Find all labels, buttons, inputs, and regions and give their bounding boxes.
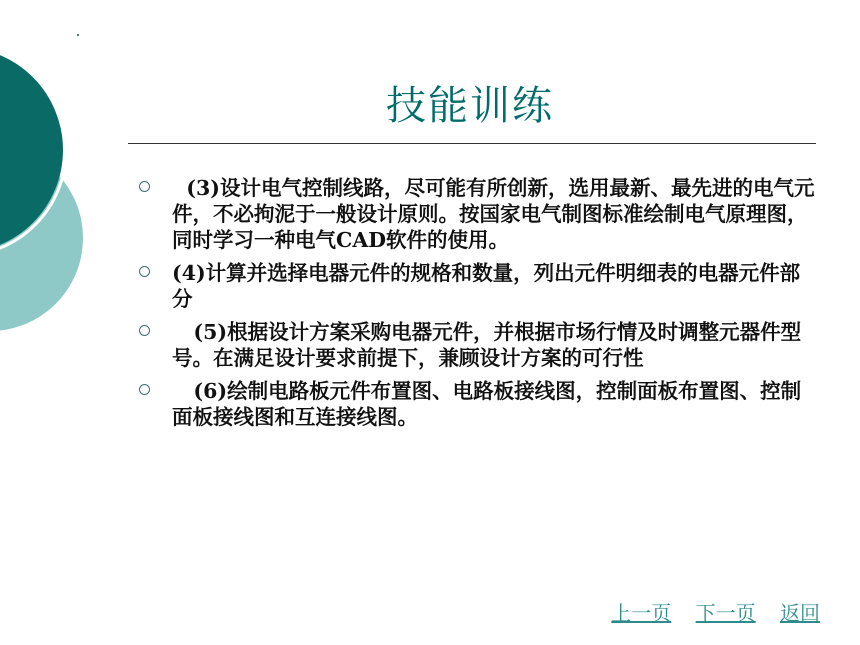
list-item (135, 319, 815, 371)
circle-bullet-icon (139, 384, 150, 395)
circle-bullet-icon (139, 181, 150, 192)
list-item-text: (3)设计电气控制线路，尽可能有所创新，选用最新、最先进的电气元件，不必拘泥于一般设计原则。按国家电气制图标准绘制电气原理图，同时学习一种电气CAD软件的使用。 (172, 176, 815, 252)
list-item-text: (4)计算并选择电器元件的规格和数量，列出元件明细表的电器元件部分 (172, 261, 801, 311)
title-divider (128, 143, 816, 144)
list-item (135, 378, 815, 430)
list-item-text: (5)根据设计方案采购电器元件，并根据市场行情及时调整元器件型号。在满足设计要求前提下，兼顾设计方案的可行性 (172, 320, 802, 370)
next-page-link[interactable]: 下一页 (695, 601, 756, 625)
circle-bullet-icon (139, 266, 150, 277)
slide-navigation (593, 597, 820, 626)
bullet-list (135, 175, 815, 437)
list-item (135, 175, 815, 253)
list-item (135, 260, 815, 312)
slide-title: 技能训练 (386, 83, 554, 129)
circle-bullet-icon (139, 325, 150, 336)
list-item-text: (6)绘制电路板元件布置图、电路板接线图，控制面板布置图、控制面板接线图和互连接线图。 (172, 379, 802, 429)
decorative-dot (77, 34, 79, 36)
prev-page-link[interactable]: 上一页 (611, 601, 672, 625)
back-link[interactable]: 返回 (780, 601, 820, 625)
